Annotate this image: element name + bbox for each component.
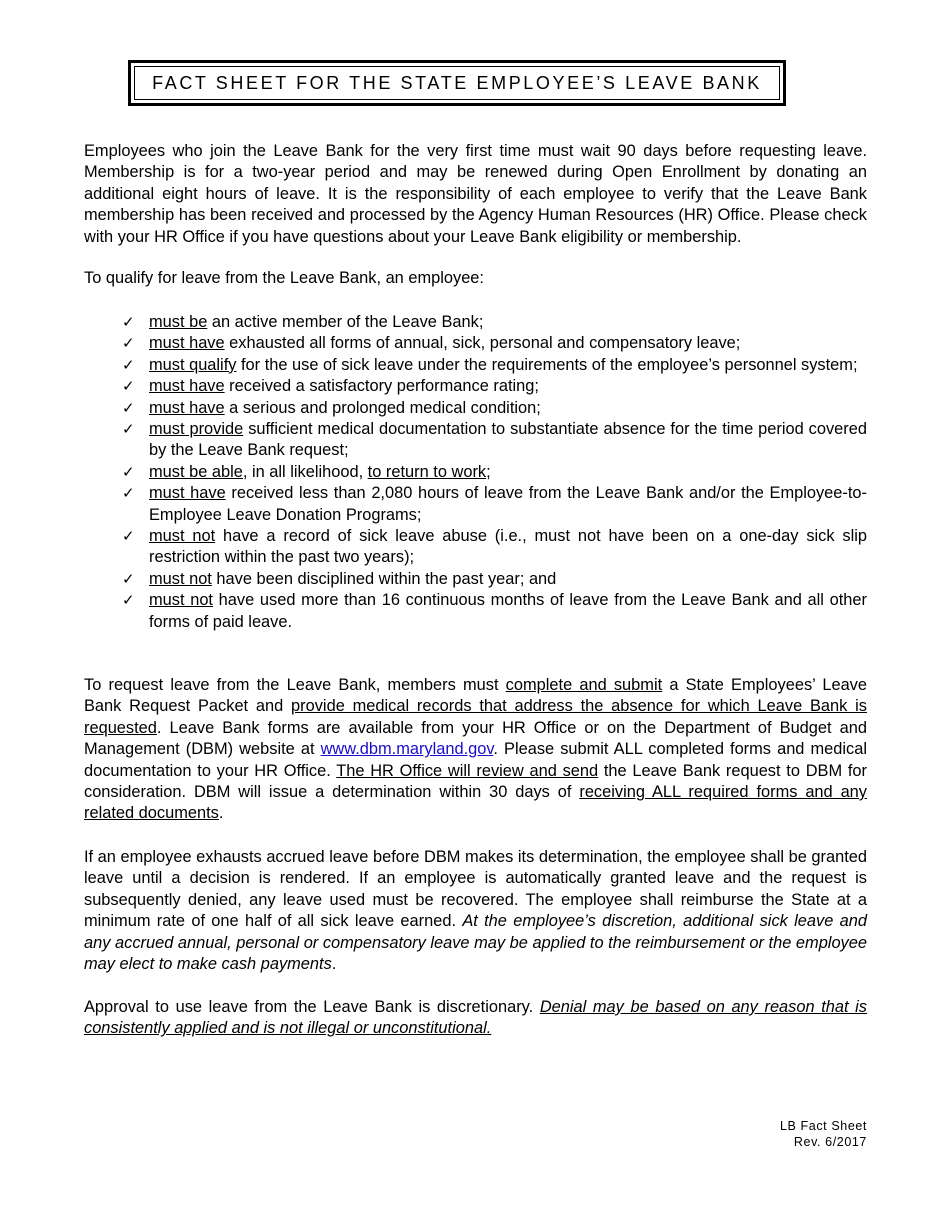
list-item-text: have used more than 16 continuous months of leave from the Leave Bank and all other forms of paid leave. [149,591,867,631]
list-item-emphasis: must be [149,313,208,331]
list-item-text: have been disciplined within the past year; and [211,569,557,588]
list-item [84,526,867,569]
list-item [84,376,867,397]
checkmark-icon: ✓ [122,398,135,417]
list-item [84,590,867,633]
list-item [84,333,867,354]
exhausted-text: . [331,955,337,974]
dbm-website-link[interactable]: www.dbm.maryland.gov [320,740,494,759]
footer-revision: Rev. 6/2017 [793,1135,867,1149]
footer-doc-name: LB Fact Sheet [779,1119,867,1133]
approval-text: Approval to use leave from the Leave Bank is discretionary. [84,998,540,1016]
list-item-text: received less than 2,080 hours of leave from the Leave Bank and/or the Employee-to-Employee Leave Donation Programs; [149,484,867,524]
list-item-text: received a satisfactory performance rating; [224,377,539,396]
exhausted-italic-text: At the employee’s discretion, additional sick leave and any accrued annual, personal or compensatory leave may be applied to the reimbursement or the employee may elect to make cash payments [84,912,867,974]
list-item-emphasis: must provide [149,420,244,439]
checkmark-icon: ✓ [122,377,135,396]
list-item-text: an active member of the Leave Bank; [207,313,484,331]
request-text: a State Employees’ Leave Bank Request Packet and [84,676,867,716]
request-emphasis: receiving ALL required forms and any related documents [84,783,867,823]
list-item-emphasis: must have [149,334,225,353]
list-item-text: sufficient medical documentation to substantiate absence for the time period covered by the Leave Bank request; [149,420,867,460]
list-item-emphasis: must have [149,398,225,417]
denial-notice: Denial may be based on any reason that is consistently applied and is not illegal or unconstitutional. [84,998,868,1038]
list-item [84,312,867,333]
list-item-text: in all likelihood, [247,462,368,481]
list-item [84,419,867,462]
request-text: the Leave Bank request to DBM for consideration. DBM will issue a determination within 30 days of [84,761,867,802]
list-item-text: exhausted all forms of annual, sick, personal and compensatory leave; [224,334,741,353]
intro-paragraph [84,141,867,248]
qualify-heading-text: To qualify for leave from the Leave Bank, an employee: [84,269,484,287]
list-item-emphasis: must have [149,484,226,503]
checkmark-icon: ✓ [122,462,135,481]
list-item-emphasis: to return to work [367,462,487,481]
request-text: . Leave Bank forms are available from your HR Office or on the Department of Budget and Management (DBM) website at [84,718,867,759]
list-item-emphasis: must be able, [149,462,248,481]
list-item [84,483,867,526]
checkmark-icon: ✓ [122,313,135,331]
checkmark-icon: ✓ [122,484,135,503]
list-item [84,462,867,483]
qualify-heading [84,268,867,289]
request-text: . Please submit ALL completed forms and medical documentation to your HR Office. [84,740,867,780]
page-title: FACT SHEET FOR THE STATE EMPLOYEE’S LEAVE BANK [134,66,780,100]
list-item-emphasis: must have [149,377,225,396]
list-item-emphasis: must not [149,591,213,610]
list-item-text: a serious and prolonged medical condition; [224,398,541,417]
checkmark-icon: ✓ [122,334,135,353]
list-item [84,569,867,590]
request-emphasis: provide medical records that address the absence for which Leave Bank is requested [84,697,867,737]
list-item-text: ; [486,462,491,481]
exhausted-text: If an employee exhausts accrued leave before DBM makes its determination, the employee shall be granted leave until a decision is rendered. If an employee is automatically granted leave and the request is subsequently denied, any leave used must be recovered. The employee shall reimburse the State at a minimum rate of one half of all sick leave earned. [84,848,867,931]
request-paragraph [84,675,867,825]
list-item-emphasis: must not [149,569,212,588]
exhausted-leave-paragraph [84,847,867,975]
list-item [84,355,867,376]
request-text: . [218,804,224,823]
intro-text: Employees who join the Leave Bank for the very first time must wait 90 days before requesting leave. Membership is for a two-year period and may be renewed during Open Enrollment by donating an additional eight hours of leave. It is the responsibility of each employee to verify that the Leave Bank membership has been received and processed by the Agency Human Resources (HR) Office. Please check with your HR Office if you have questions about your Leave Bank eligibility or membership. [84,142,867,246]
request-emphasis: complete and submit [505,676,663,694]
request-text: To request leave from the Leave Bank, members must [84,676,506,694]
list-item-emphasis: must qualify [149,355,237,374]
list-item-emphasis: must not [149,527,216,546]
title-box [128,60,786,106]
list-item [84,398,867,419]
checkmark-icon: ✓ [122,591,135,610]
footer [780,1118,867,1150]
list-item-text: have a record of sick leave abuse (i.e., must not have been on a one-day sick slip restriction within the past two years); [149,527,868,567]
checkmark-icon: ✓ [122,420,135,439]
list-item-text: for the use of sick leave under the requirements of the employee’s personnel system; [236,355,858,374]
request-emphasis: The HR Office will review and send [336,761,599,780]
checkmark-icon: ✓ [122,569,135,588]
approval-paragraph [84,997,867,1040]
checkmark-icon: ✓ [122,355,135,374]
checkmark-icon: ✓ [122,527,135,546]
requirements-list [84,312,867,633]
